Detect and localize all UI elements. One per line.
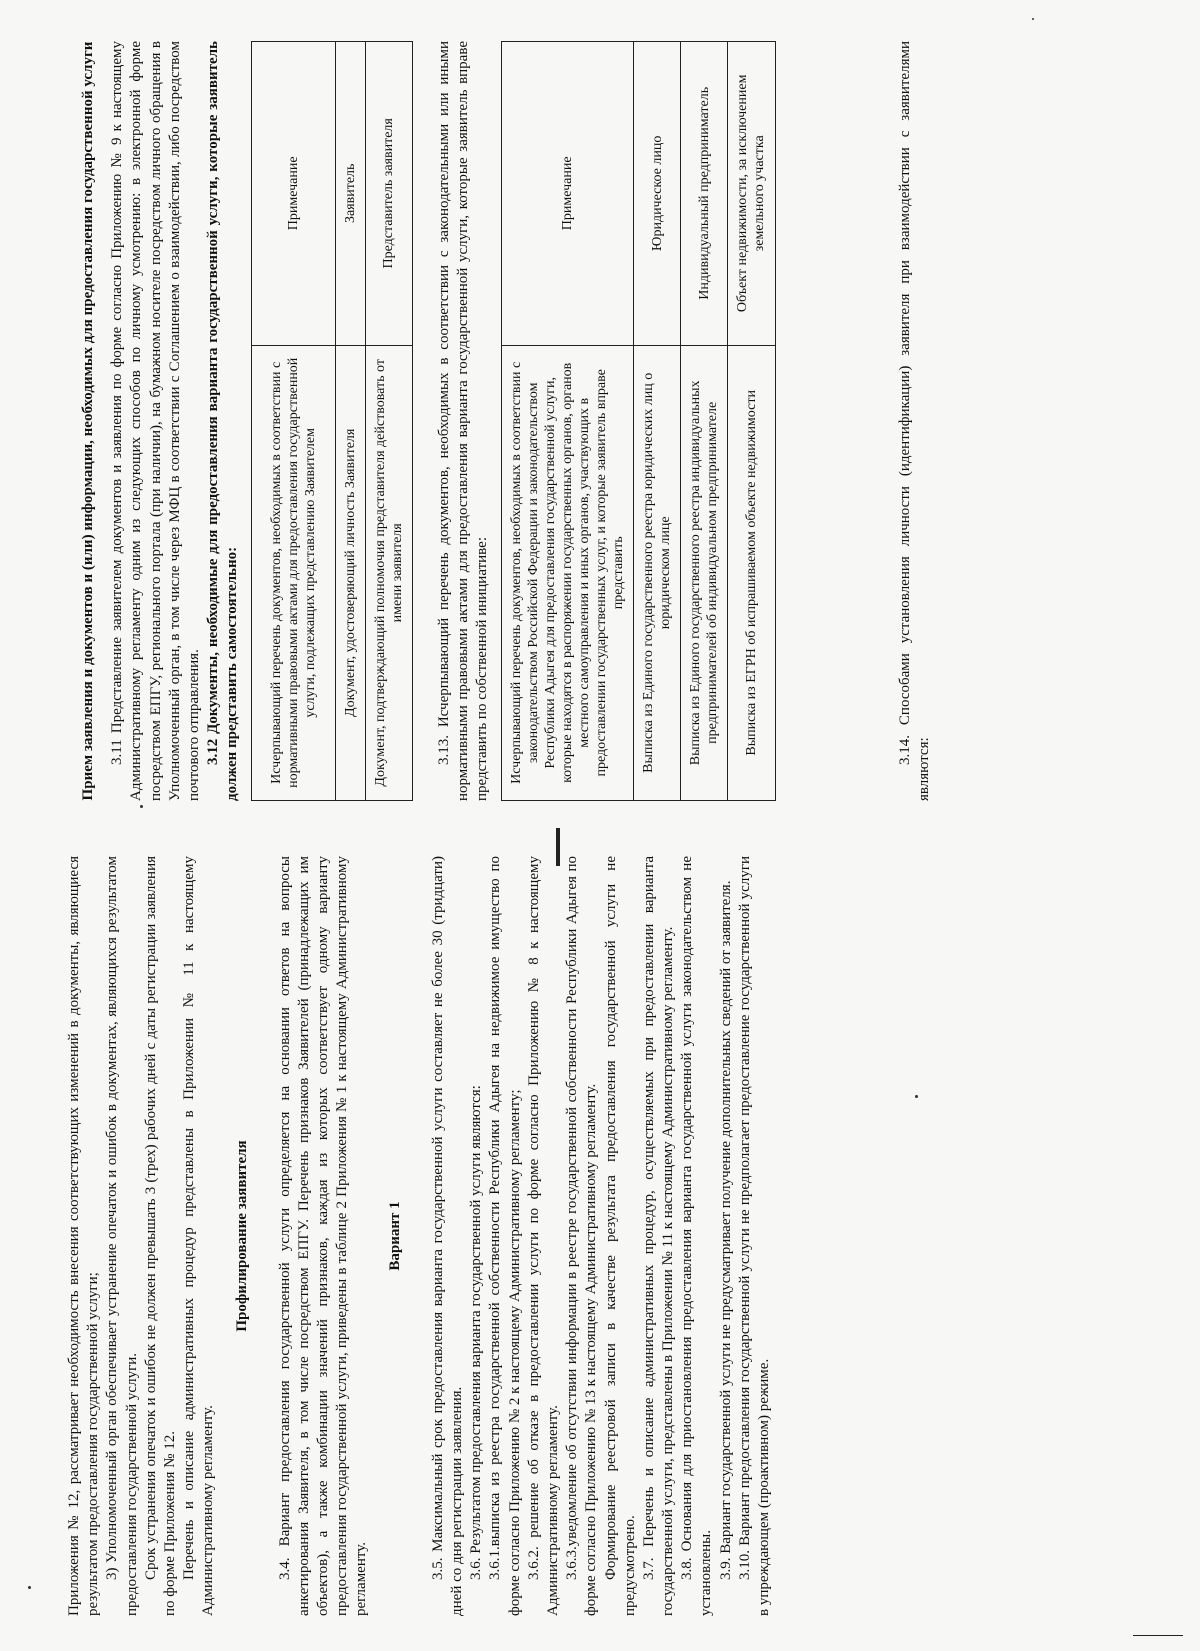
scan-speck: [28, 1586, 31, 1589]
scan-artifact-mark: [556, 828, 560, 866]
paragraph-item-3: 3) Уполномоченный орган обеспечивает устранение опечаток и ошибок в документах, являющихся результатом предоставления государственной услуги.: [104, 856, 140, 1616]
rotated-page: [10, 10, 1190, 1641]
table-cell-document: Выписка из Единого государственного реестра индивидуальных предпринимателей об индивидуальном предпринимателе: [681, 345, 728, 800]
scan-speck: [1032, 18, 1034, 20]
table-cell-note: Индивидуальный предприниматель: [681, 42, 728, 346]
paragraph-3-9: 3.9. Вариант государственной услуги не предусматривает получение дополнительных сведений от заявителя.: [717, 880, 734, 1580]
paragraph-3-6-2: 3.6.2. решение об отказе в предоставлении услуги по форме согласно Приложению № 8 к настоящему Административному регламенту.: [525, 856, 561, 1616]
paragraph-3-10: 3.10. Вариант предоставления государственной услуги не предполагает предоставление государственной услуги в упреждающем (проактивном) режиме.: [736, 856, 772, 1616]
scan-speck: [915, 1095, 918, 1098]
paragraph-procedures-list: Перечень и описание административных процедур представлены в Приложении № 11 к настоящему Административному регламенту.: [181, 856, 217, 1616]
paragraph-registry-record: Формирование реестровой записи в качестве результата предоставления государственной услуги не предусмотрено.: [602, 856, 638, 1616]
table-row: [335, 42, 365, 801]
table-cell-note: Заявитель: [335, 42, 365, 346]
paragraph-3-12: 3.12 Документы, необходимые для предоставления варианта государственной услуги, которые заявитель должен представить самостоятельно:: [205, 41, 241, 801]
heading-variant-1: Вариант 1: [386, 1201, 403, 1271]
table-row: [728, 42, 775, 801]
table-row: [681, 42, 728, 801]
paragraph-3-8: 3.8. Основания для приостановления предоставления варианта государственной услуги законодательством не установлены.: [679, 856, 715, 1616]
scan-speck: [140, 805, 143, 808]
paragraph-correction-term: Срок устранения опечаток и ошибок не должен превышать 3 (трех) рабочих дней с даты регистрации заявления по форме Приложения № 12.: [142, 856, 178, 1616]
table-header-row: [251, 42, 335, 801]
table-cell-document: Документ, удостоверяющий личность Заявителя: [335, 345, 365, 800]
table-header-row: [501, 42, 634, 801]
table-header-documents: Исчерпывающий перечень документов, необходимых в соответствии с нормативными правовыми актами для предоставления государственной услуги, подлежащих представлению Заявителем: [251, 345, 335, 800]
paragraph-appendix-12: Приложения № 12, рассматривает необходимость внесения соответствующих изменений в документы, являющиеся результатом предоставления государственной услуги;: [66, 856, 102, 1616]
table-header-documents: Исчерпывающий перечень документов, необходимых в соответствии с законодательством Российской Федерации и законодательством Республики Адыгея для предоставления государственной услуги, которые находятся в распоряжении государственных органов, органов местного самоуправления и иных органов, участвующих в предоставлении государственных услуг, и которые заявитель вправе представить: [501, 345, 634, 800]
table-cell-note: Представитель заявителя: [365, 42, 412, 346]
paragraph-3-6: 3.6. Результатом предоставления варианта государственной услуги являются:: [468, 1085, 485, 1580]
table-cell-document: Выписка из ЕГРН об испрашиваемом объекте недвижимости: [728, 345, 775, 800]
left-column: [65, 856, 774, 1616]
paragraph-3-11: 3.11 Представление заявителем документов и заявления по форме согласно Приложению № 9 к настоящему Административному регламенту одним из следующих способов по личному усмотрению: в электронной форме посредством ЕПГУ, регионального портала (при наличии), на бумажном носителе посредством личного обращения в Уполномоченный орган, в том числе через МФЦ в соответствии с Соглашением о взаимодействии, либо посредством почтового отправления.: [109, 41, 202, 801]
paragraph-3-4: 3.4. Вариант предоставления государственной услуги определяется на основании ответов на вопросы анкетирования Заявителя, в том числе посредством ЕПГУ. Перечень признаков Заявителей (принадлежащих им объектов), а также комбинации значений признаков, каждая из которых соответствует одному варианту предоставления государственной услуги, приведены в таблице 2 Приложения № 1 к настоящему Административному регламенту.: [276, 856, 370, 1616]
table-cell-document: Документ, подтверждающий полномочия представителя действовать от имени заявителя: [365, 345, 412, 800]
optional-documents-table: [501, 41, 776, 801]
required-documents-table: [251, 41, 413, 801]
table-header-note: Примечание: [501, 42, 634, 346]
table-cell-note: Объект недвижимости, за исключением земельного участка: [728, 42, 775, 346]
heading-application-reception: Прием заявления и документов и (или) информации, необходимых для предоставления государственной услуги: [80, 41, 96, 801]
paragraph-3-6-1: 3.6.1.выписка из реестра государственной собственности Республики Адыгея на недвижимое имущество по форме согласно Приложению № 2 к настоящему Административному регламенту;: [487, 856, 523, 1616]
paragraph-3-7: 3.7. Перечень и описание административных процедур, осуществляемых при предоставлении варианта государственной услуги, представлены в Приложении № 11 к настоящему Административному регламенту.: [640, 856, 677, 1616]
paragraph-3-13: 3.13. Исчерпывающий перечень документов, необходимых в соответствии с законодательными или иными нормативными правовыми актами для предоставления варианта государственной услуги, которые заявитель вправе представить по собственной инициативе:: [435, 41, 491, 801]
table-header-note: Примечание: [251, 42, 335, 346]
paragraph-3-14: 3.14. Способами установления личности (идентификации) заявителя при взаимодействии с заявителями являются:: [896, 41, 932, 801]
table-row: [634, 42, 681, 801]
table-row: [365, 42, 412, 801]
table-cell-document: Выписка из Единого государственного реестра юридических лиц о юридическом лице: [634, 345, 681, 800]
scan-margin-line: [1133, 1635, 1183, 1636]
paragraph-3-5: 3.5. Максимальный срок предоставления варианта государственной услуги составляет не более 30 (тридцати) дней со дня регистрации заявления.: [429, 856, 465, 1616]
paragraph-3-6-3: 3.6.3.уведомление об отсутствии информации в реестре государственной собственности Республики Адыгея по форме согласно Приложению № 13 к настоящему Административному регламенту.: [564, 856, 600, 1616]
table-cell-note: Юридическое лицо: [634, 42, 681, 346]
right-column: [65, 41, 934, 801]
heading-applicant-profiling: Профилирование заявителя: [233, 1140, 250, 1332]
